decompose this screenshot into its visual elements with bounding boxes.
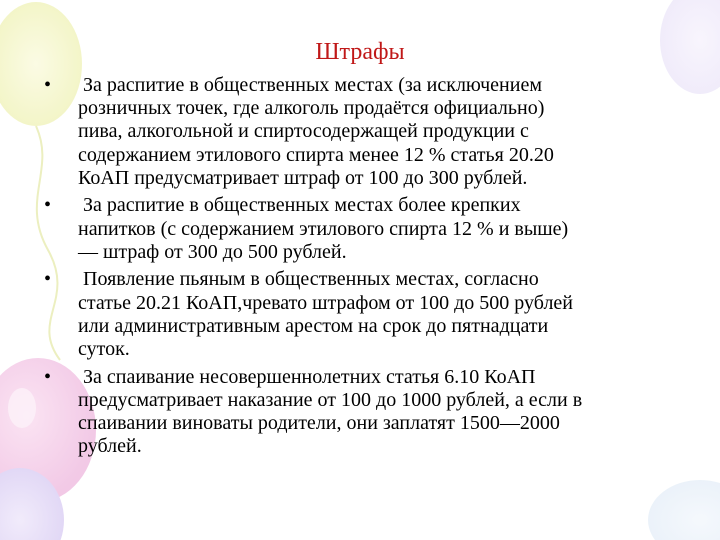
bullet-dot-icon: • [44, 74, 52, 96]
bullet-text-line: содержанием этилового спирта менее 12 % статья 20.20 [78, 143, 554, 166]
bullet-text-line: предусматривает наказание от 100 до 1000 рублей, а если в [78, 388, 583, 411]
bullet-text-line: рублей. [78, 435, 142, 458]
bullet-text-line: Появление пьяным в общественных местах, согласно [78, 268, 539, 291]
bullet-text-line: статье 20.21 КоАП,чревато штрафом от 100 до 500 рублей [78, 291, 573, 314]
bullet-item [44, 194, 694, 264]
bullet-text-line: За распитие в общественных местах более крепких [78, 194, 521, 217]
bullet-text-line: КоАП предусматривает штраф от 100 до 300 рублей. [78, 166, 528, 189]
bullet-text-line: или административным арестом на срок до пятнадцати [78, 314, 549, 337]
bullet-text-line: спаивании виноваты родители, они заплатят 1500—2000 [78, 412, 560, 435]
bullet-item [44, 268, 694, 361]
bullet-item [44, 74, 694, 190]
balloon-blue-shape [648, 480, 720, 540]
bullet-item [44, 366, 694, 459]
bullet-list [44, 74, 694, 463]
bullet-dot-icon: • [44, 194, 52, 217]
bullet-dot-icon: • [44, 365, 52, 388]
bullet-text-line: За распитие в общественных местах (за исключением [78, 74, 542, 96]
bullet-text-line: розничных точек, где алкоголь продаётся официально) [78, 97, 545, 120]
bullet-text-line: пива, алкогольной и спиртосодержащей продукции с [78, 120, 529, 143]
bullet-dot-icon: • [44, 268, 52, 291]
slide-title: Штрафы [315, 39, 405, 65]
bullet-text-line: напитков (с содержанием этилового спирта 12 % и выше) [78, 217, 569, 240]
bullet-text-line: — штраф от 300 до 500 рублей. [78, 240, 347, 263]
balloon-pink-highlight-shape [8, 388, 36, 428]
bullet-text-line: суток. [78, 338, 130, 361]
bullet-text-line: За спаивание несовершеннолетних статья 6.10 КоАП [78, 365, 536, 388]
